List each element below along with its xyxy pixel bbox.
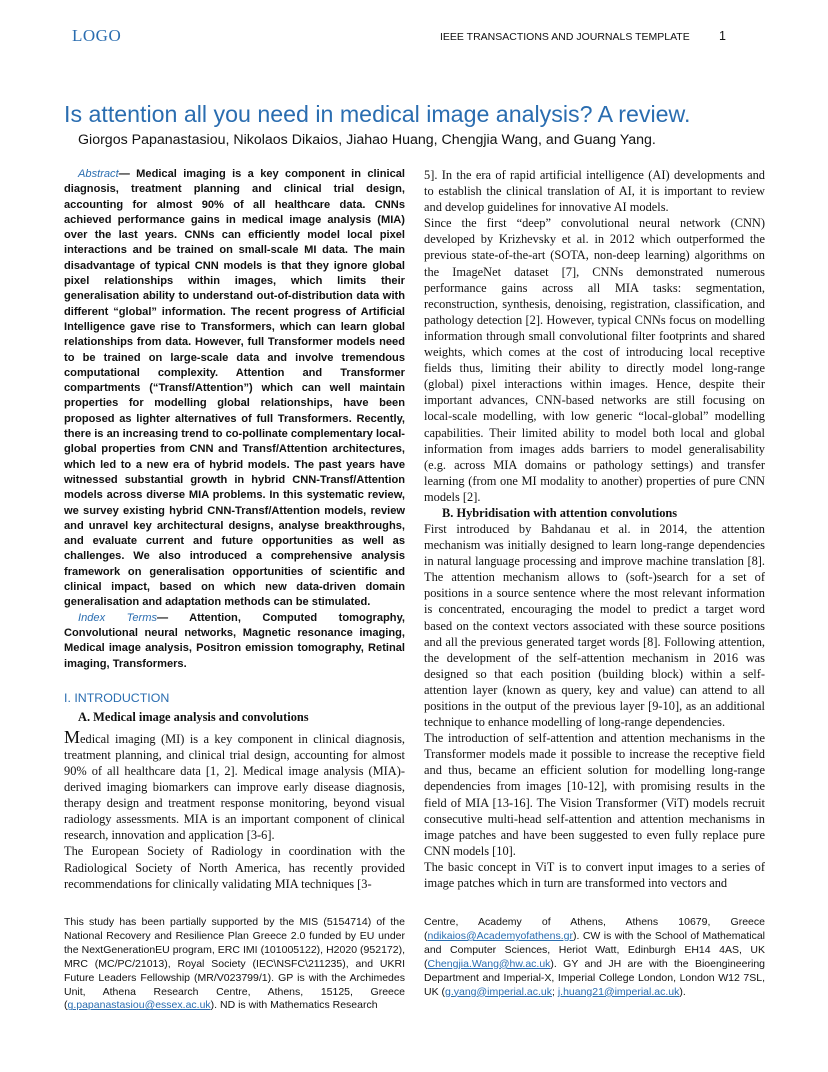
abstract-text: Medical imaging is a key component in clinical diagnosis, treatment planning and clinical trial design, accounting for almost 90% of all healthcare data. CNNs achieved performance gains in medical image analysis (MIA) over the last years. CNNs can efficiently model local pixel interactions and be trained on small-scale MI data. The main disadvantage of typical CNN models is that they ignore global pixel relationships within images, which limits their generalisation ability to understand out-of-distribution data with different “global” information. The recent progress of Artificial Intelligence gave rise to Transformers, which can learn global relationships from data. However, full Transformer models need to be trained on large-scale data and involve tremendous computational complexity. Attention and Transformer compartments (“Transf/Attention”) which can well maintain properties for modelling global relationships, have been proposed as lighter alternatives of full Transformers. Recently, there is an increasing trend to co-pollinate complementary local-global properties from CNN and Transf/Attention architectures, which led to a new era of hybrid models. The past years have witnessed substantial growth in hybrid CNN-Transf/Attention models across diverse MIA problems. In this systematic review, we survey existing hybrid CNN-Transf/Attention models, review and unravel key architectural designs, analyse breakthroughs, and evaluate current and future opportunities as well as challenges. We also introduced a comprehensive analysis framework on generalisation opportunities of scientific and clinical impact, based on which new data-driven domain generalisation and adaptation methods can be stimulated. <box>64 168 405 609</box>
right-column <box>424 167 765 891</box>
email-link-gy[interactable]: g.yang@imperial.ac.uk <box>445 985 552 998</box>
email-link-jh[interactable]: j.huang21@imperial.ac.uk <box>557 985 680 998</box>
intro-paragraph-4: First introduced by Bahdanau et al. in 2014, the attention mechanism was initially designed to learn long-range dependencies in natural language processing and improve machine translation [8]. The attention mechanism allows to (soft-)search for a set of positions in a source sentence where the most relevant information is concentrated, encouraging the model to predict a target word based on the context vectors associated with these source positions and all the previous generated target words [8]. Following attention, the development of the self-attention mechanism in 2016 was designed so that each position (building block) within a self-attention layer (known as query, key and value) can attend to all positions in the output of the previous layer [9-10], as an additional technique to enhance modelling of long-range dependencies. <box>424 521 765 730</box>
email-link-nd[interactable]: ndikaios@Academyofathens.gr <box>427 929 573 942</box>
footnote-separator: ; <box>551 985 558 998</box>
affiliation-footnote <box>424 916 765 999</box>
abstract <box>64 167 405 611</box>
footnote-text-4: ). CW is with the School of Mathematical and Computer Sciences, Heriot Watt, Edinburgh EH14 4AS, UK ( <box>424 929 765 970</box>
page-number: 1 <box>719 29 726 43</box>
intro-paragraph-6: The basic concept in ViT is to convert input images to a series of image patches which in turn are transformed into vectors and <box>424 859 765 891</box>
intro-paragraph-1 <box>64 726 405 844</box>
author-list: Giorgos Papanastasiou, Nikolaos Dikaios, Jiahao Huang, Chengjia Wang, and Guang Yang. <box>78 132 656 148</box>
index-terms-text: Attention, Computed tomography, Convolutional neural networks, Magnetic resonance imaging, Medical image analysis, Positron emission tomography, Retinal imaging, Transformers. <box>64 611 405 670</box>
footnote-left <box>64 916 405 1013</box>
email-link-gp[interactable]: g.papanastasiou@essex.ac.uk <box>67 999 211 1012</box>
running-header-title: IEEE TRANSACTIONS AND JOURNALS TEMPLATE <box>440 31 690 43</box>
drop-cap: M <box>64 726 81 747</box>
left-column <box>64 167 405 892</box>
footnote-right <box>424 916 765 999</box>
intro-paragraph-2-continued: 5]. In the era of rapid artificial intelligence (AI) developments and to establish the clinical translation of AI, it is important to review and develop guidelines for innovative AI models. <box>424 168 765 215</box>
intro-paragraph-3: Since the first “deep” convolutional neural network (CNN) developed by Krizhevsky et al. in 2012 which outperformed the previous state-of-the-art (SOTA, non-deep learning) algorithms on the ImageNet dataset [7], CNNs demonstrated numerous performance gains across all MIA tasks: segmentation, reconstruction, synthesis, denoising, registration, classification, and pathology detection [2]. However, typical CNNs focus on modelling information through small convolutional filter footprints and shared weights, which comes at the cost of introducing local receptive fields thus, limiting their ability to directly model long-range (global) pixel interactions within images. Hence, despite their important advances, CNN-based networks are still focusing on local-scale modelling, with low generic “local-global” modelling capabilities. Their limited ability to model both local and global information from images adds barriers to model generalisability (e.g. across MIA domains or pathology settings) and transfer learning (from one MI modality to another) properties of pure CNN models [2]. <box>424 216 765 504</box>
intro-paragraph-1-text: edical imaging (MI) is a key component in clinical diagnosis, treatment planning, and clinical trial design, accounting for almost 90% of all healthcare data [1, 2]. Medical image analysis (MIA)-derived imaging biomarkers can improve early disease diagnosis, therapy design and treatment response monitoring, beyond visual radiology assessments. MIA is an important component of clinical research, innovation and application [3-6]. <box>64 731 405 843</box>
email-link-cw[interactable]: Chengjia.Wang@hw.ac.uk <box>427 957 551 970</box>
paper-title: Is attention all you need in medical image analysis? A review. <box>64 101 691 127</box>
index-terms <box>64 611 405 672</box>
intro-paragraph-2: The European Society of Radiology in coordination with the Radiological Society of North America, has recently provided recommendations for clinically validating MIA techniques [3- <box>64 844 405 891</box>
footnote-text-1: This study has been partially supported by the MIS (5154714) of the National Recovery and Resilience Plan Greece 2.0 funded by EU under the NextGenerationEU program, ERC IMI (101005122), H2020 (952172), MRC (MC/PC/21013), Royal Society (IEC\NSFC\211235), and UKRI Future Leaders Fellowship (MR/V023799/1). GP is with the Archimedes Unit, Athena Research Centre, Athens, 15125, Greece ( <box>64 916 405 1012</box>
intro-paragraph-5: The introduction of self-attention and attention mechanisms in the Transformer models made it possible to increase the receptive field and thus, became an efficient solution for modelling long-range dependencies from images [10-12], with promising results in the field of MIA [13-16]. The Vision Transformer (ViT) models recruit consecutive multi-head self-attention and attention mechanisms in image patches and have been suggested to even fully replace pure CNN models [10]. <box>424 731 765 858</box>
funding-footnote <box>64 916 405 1013</box>
subsection-heading-b: B. Hybridisation with attention convolutions <box>442 505 678 520</box>
footnote-text-6: ). <box>679 985 686 998</box>
footnote-text-3: Centre, Academy of Athens, Athens 10679, Greece ( <box>424 916 765 942</box>
footnote-text-5: ). GY and JH are with the Bioengineering Department and Imperial-X, Imperial College London, London W12 7SL, UK ( <box>424 957 765 998</box>
index-terms-dash: — <box>157 611 190 624</box>
index-terms-label: Index Terms <box>78 611 157 624</box>
journal-logo: LOGO <box>72 26 122 45</box>
subsection-heading-a: A. Medical image analysis and convolutions <box>78 709 309 724</box>
abstract-label: Abstract <box>78 168 119 180</box>
abstract-dash: — <box>118 168 137 180</box>
footnote-text-2: ). ND is with Mathematics Research <box>210 999 378 1012</box>
section-heading-introduction: I. INTRODUCTION <box>64 690 170 705</box>
